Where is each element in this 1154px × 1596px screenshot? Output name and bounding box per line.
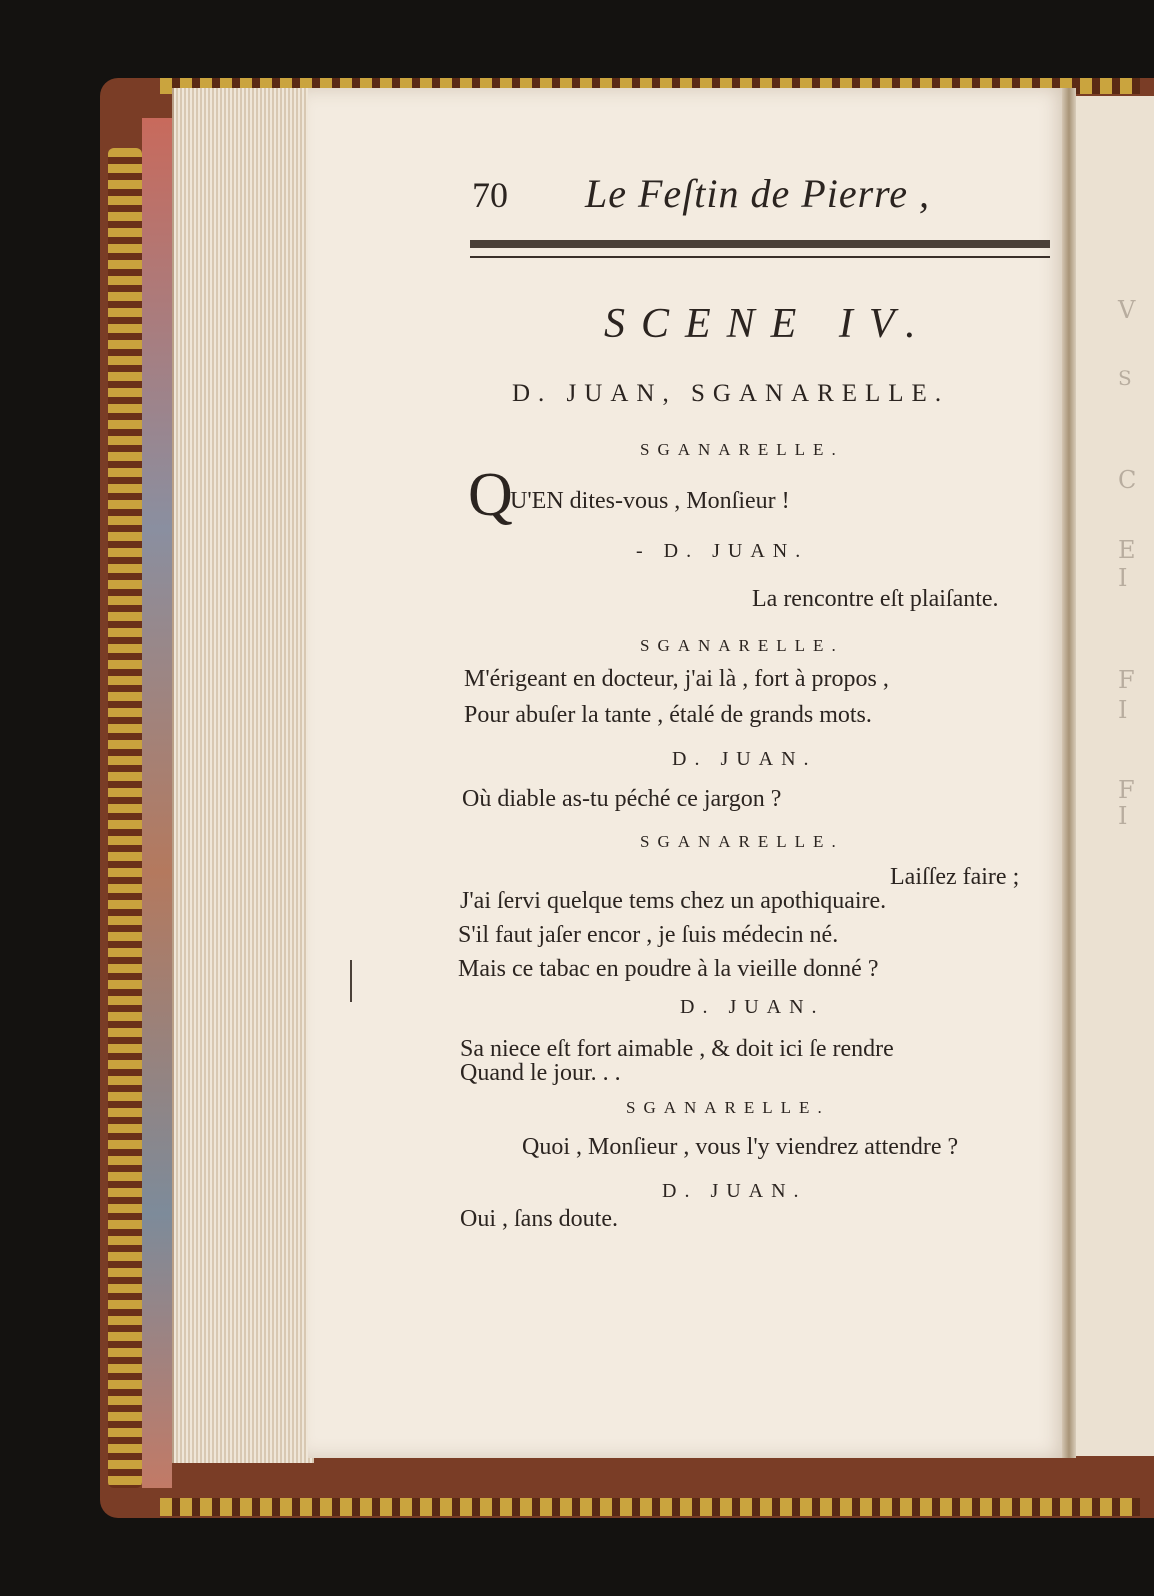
dialogue-line: Quand le jour. . . (460, 1060, 621, 1086)
character-list: D. JUAN, SGANARELLE. (512, 380, 950, 407)
facing-page (1070, 96, 1154, 1456)
speaker-label: - D. JUAN. (636, 540, 809, 562)
dialogue-line: Sa niece eſt fort aimable , & doit ici ſe rendre (460, 1036, 894, 1062)
facing-page-letter: F (1118, 776, 1135, 804)
speaker-label: SGANARELLE. (640, 832, 844, 851)
facing-page-letter: S (1118, 366, 1132, 390)
running-title: Le Feſtin de Pierre , (585, 171, 930, 216)
dialogue-line: Laiſſez faire ; (890, 864, 1020, 890)
gilt-spine-decoration (108, 148, 142, 1488)
dialogue-line: Pour abuſer la tante , étalé de grands mots. (464, 702, 872, 728)
facing-page-letter: V (1118, 296, 1136, 324)
scene-heading: SCENE IV. (604, 301, 932, 347)
speaker-label: D. JUAN. (662, 1180, 807, 1202)
facing-page-letter: I (1118, 564, 1128, 592)
facing-page-letter: I (1118, 802, 1128, 830)
marbled-endpaper (142, 118, 172, 1488)
speaker-label: D. JUAN. (672, 748, 817, 770)
speaker-label: SGANARELLE. (640, 636, 844, 655)
dialogue-line: Mais ce tabac en poudre à la vieille donné ? (458, 956, 879, 982)
page-gutter (1062, 88, 1076, 1458)
dialogue-line: U'EN dites-vous , Monſieur ! (510, 488, 790, 514)
speaker-label: SGANARELLE. (640, 440, 844, 459)
facing-page-letter: E (1118, 536, 1136, 564)
dialogue-line: J'ai ſervi quelque tems chez un apothiquaire. (460, 888, 887, 914)
dialogue-line: M'érigeant en docteur, j'ai là , fort à propos , (464, 666, 889, 692)
header-rule-thick (470, 240, 1050, 248)
dialogue-line: Oui , ſans doute. (460, 1206, 618, 1232)
left-page (308, 88, 1070, 1458)
facing-page-letter: I (1118, 696, 1128, 724)
stray-mark (350, 960, 352, 1002)
page-edges (172, 88, 314, 1463)
bottom-gilt-border (160, 1498, 1140, 1516)
page-number: 70 (472, 175, 508, 215)
header-rule-thin (470, 256, 1050, 258)
speaker-label: D. JUAN. (680, 996, 825, 1018)
dialogue-line: Quoi , Monſieur , vous l'y viendrez attendre ? (522, 1134, 959, 1160)
dialogue-line: Où diable as-tu péché ce jargon ? (462, 786, 782, 812)
dialogue-line: S'il faut jaſer encor , je ſuis médecin né. (458, 922, 839, 948)
facing-page-letter: C (1118, 466, 1137, 494)
drop-cap: Q (468, 461, 513, 529)
speaker-label: SGANARELLE. (626, 1098, 830, 1117)
dialogue-line: La rencontre eſt plaiſante. (752, 586, 999, 612)
facing-page-letter: F (1118, 666, 1135, 694)
